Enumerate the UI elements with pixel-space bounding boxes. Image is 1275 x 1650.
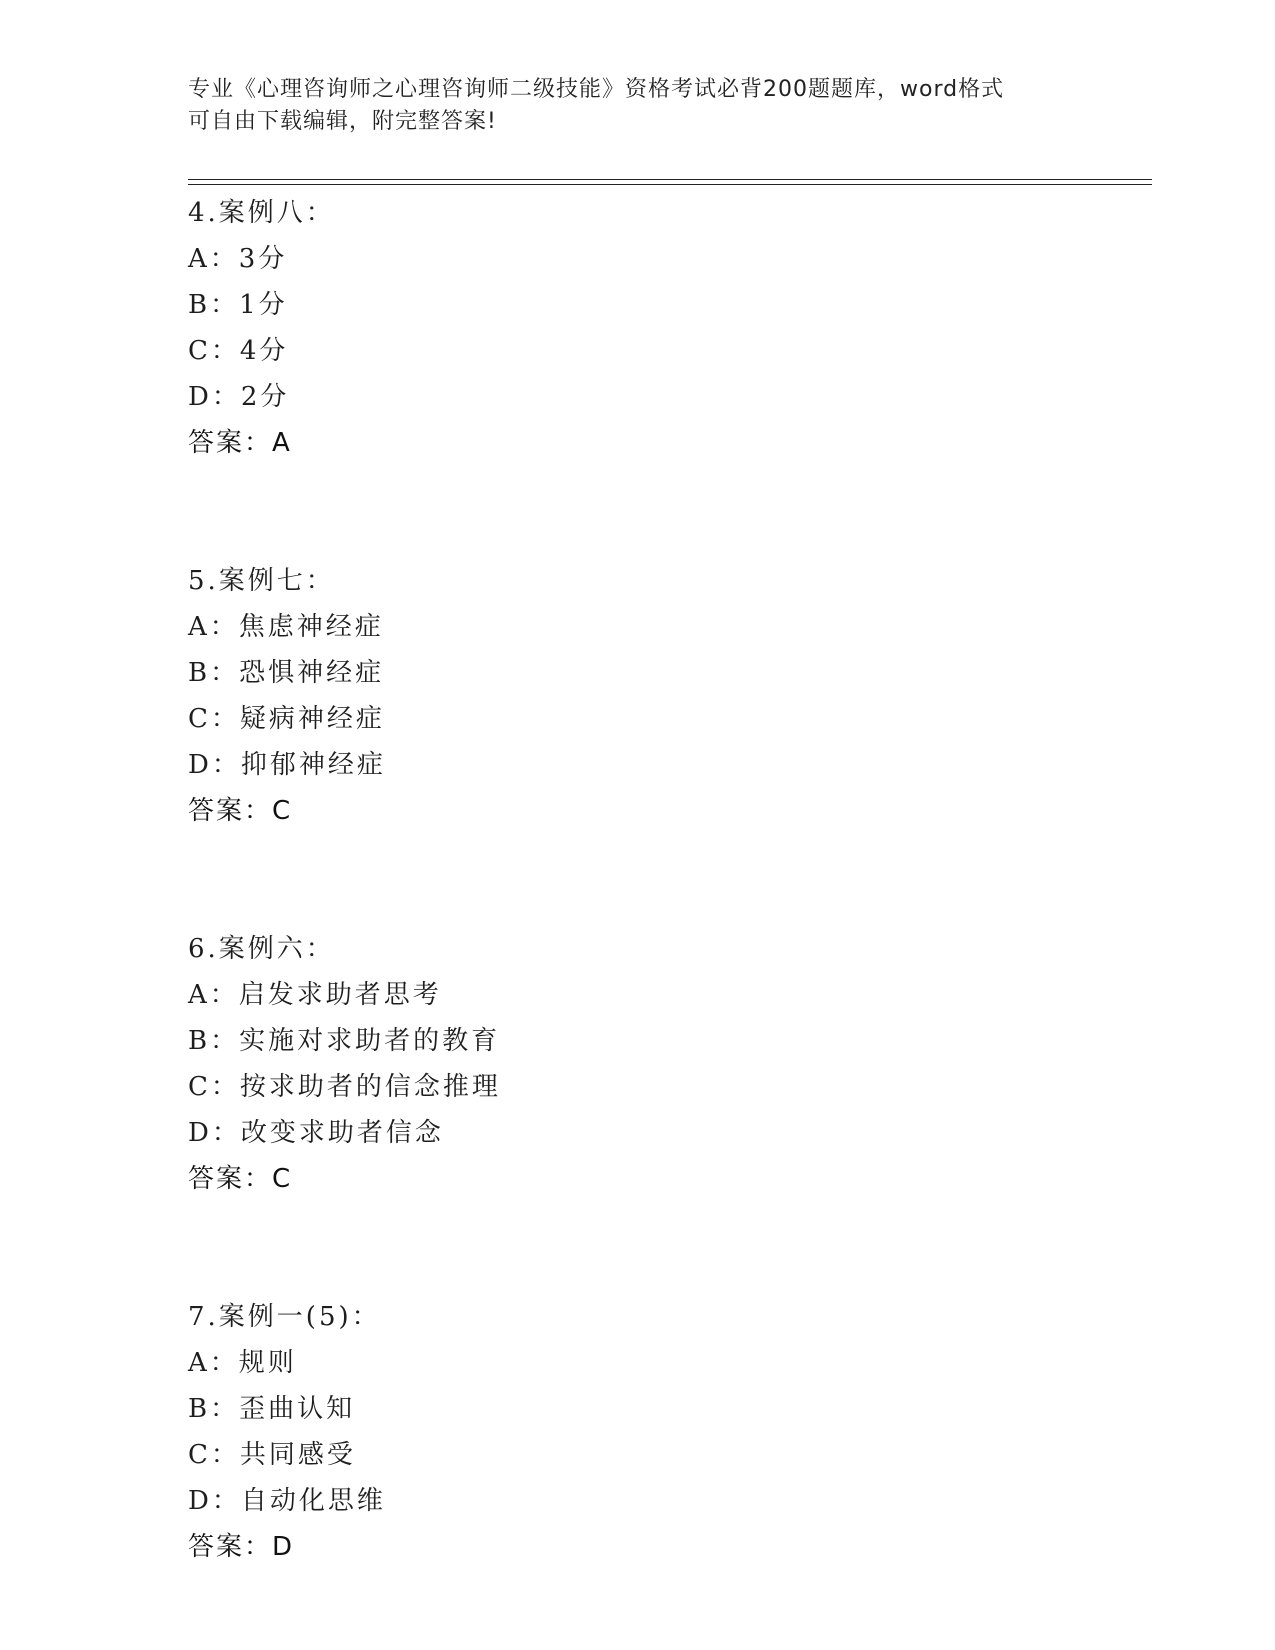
answer-value: C [272,796,291,826]
answer-value: C [272,1164,291,1194]
question-stem: 4.案例八： [188,198,335,228]
question-spacer [188,834,1148,926]
header-line-2: 可自由下载编辑，附完整答案! [188,109,497,134]
option-b: B：1分 [188,290,288,320]
answer-line [188,1156,1148,1202]
answer-value: A [272,428,290,458]
question-item [188,1294,1148,1570]
answer-value: D [272,1532,293,1562]
option-c: C：疑病神经症 [188,704,385,734]
question-item [188,926,1148,1202]
header-divider-top [188,179,1152,180]
answer-line [188,788,1148,834]
answer-label: 答案： [188,1532,273,1562]
question-spacer [188,1202,1148,1294]
option-b: B：实施对求助者的教育 [188,1026,501,1056]
option-d: D：抑郁神经症 [188,750,386,780]
question-stem: 7.案例一(5)： [188,1302,381,1332]
option-d: D：2分 [188,382,290,412]
question-stem: 5.案例七： [188,566,335,596]
answer-label: 答案： [188,428,273,458]
option-a: A：启发求助者思考 [188,980,442,1010]
answer-label: 答案： [188,796,273,826]
option-d: D：自动化思维 [188,1486,386,1516]
option-d: D：改变求助者信念 [188,1118,444,1148]
option-c: C：按求助者的信念推理 [188,1072,501,1102]
document-header [188,74,1068,138]
question-item [188,190,1148,466]
header-line-1: 专业《心理咨询师之心理咨询师二级技能》资格考试必背200题题库，word格式 [188,77,1005,102]
question-spacer [188,466,1148,558]
question-item [188,558,1148,834]
answer-label: 答案： [188,1164,273,1194]
header-divider-bottom [188,184,1152,185]
option-c: C：4分 [188,336,289,366]
option-c: C：共同感受 [188,1440,356,1470]
option-a: A：规则 [188,1348,297,1378]
question-stem: 6.案例六： [188,934,335,964]
answer-line [188,1524,1148,1570]
option-b: B：恐惧神经症 [188,658,385,688]
option-b: B：歪曲认知 [188,1394,356,1424]
answer-line [188,420,1148,466]
option-a: A：焦虑神经症 [188,612,384,642]
option-a: A：3分 [188,244,288,274]
question-list [188,190,1148,1570]
